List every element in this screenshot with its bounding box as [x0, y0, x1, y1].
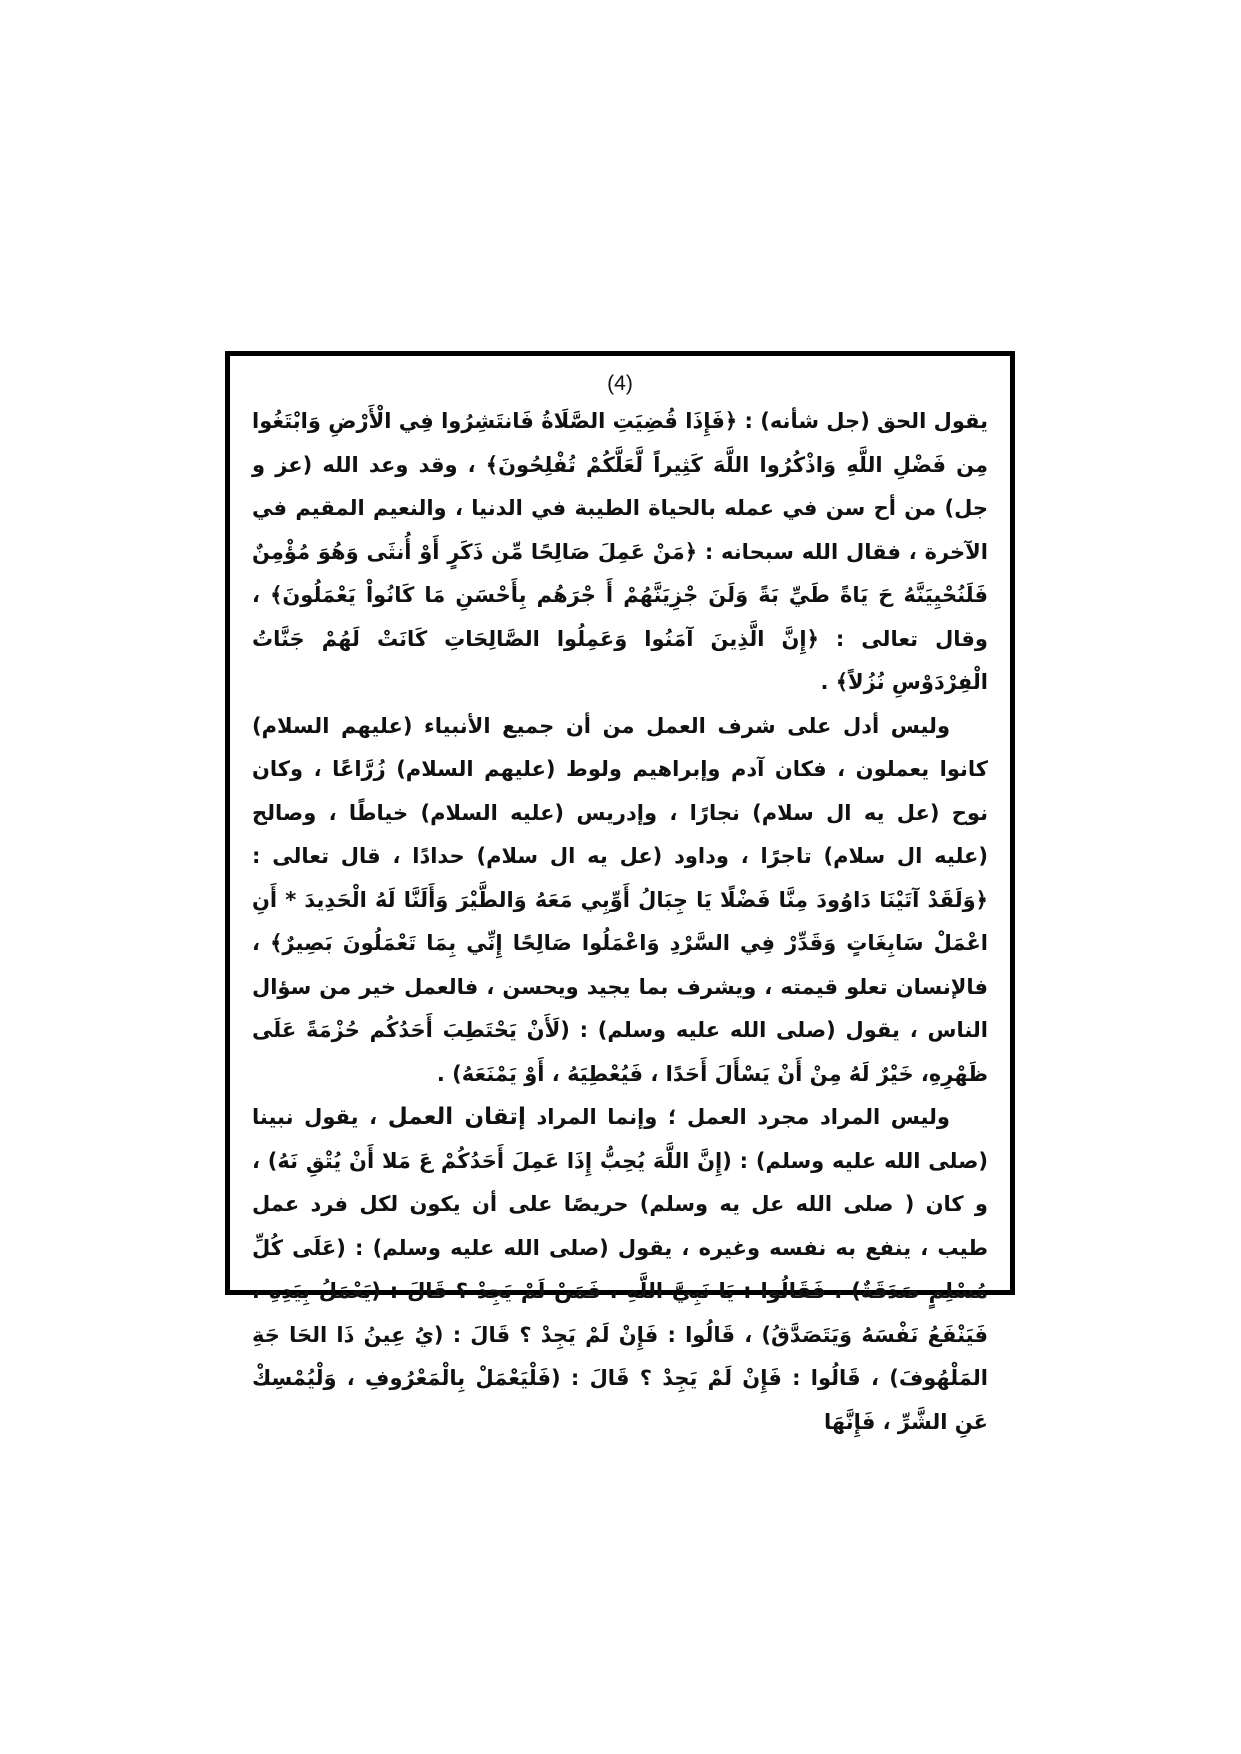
paragraph-3 [252, 1096, 988, 1444]
page-number: (4) [607, 372, 633, 395]
paragraph-2-text: وليس أدل على شرف العمل من أن جميع الأنبياء (عليهم السلام) كانوا يعملون ، فكان آدم وإبراهيم ولوط (عليهم السلام) زُرَّاعًا ، وكان نوح (عل يه ال سلام) نجارًا ، وإدريس (عليه السلام) خياطًا ، وصالح (عليه ال سلام) تاجرًا ، وداود (عل يه ال سلام) حدادًا ، قال تعالى : ﴿وَلَقَدْ آتَيْنَا دَاوُودَ مِنَّا فَضْلًا يَا جِبَالُ أَوِّبِي مَعَهُ وَالطَّيْرَ وَأَلَنَّا لَهُ الْحَدِيدَ * أَنِ اعْمَلْ سَابِغَاتٍ وَقَدِّرْ فِي السَّرْدِ وَاعْمَلُوا صَالِحًا إِنِّي بِمَا تَعْمَلُونَ بَصِيرٌ﴾ ، فالإنسان تعلو قيمته ، ويشرف بما يجيد ويحسن ، فالعمل خير من سؤال الناس ، يقول (صلى الله عليه وسلم) : (لَأَنْ يَحْتَطِبَ أَحَدُكُم حُزْمَةً عَلَى ظَهْرِهِ، خَيْرٌ لَهُ مِنْ أَنْ يَسْأَلَ أَحَدًا ، فَيُعْطِيَهُ ، أَوْ يَمْنَعَهُ) . [252, 713, 988, 1086]
paragraph-3-text-start: وليس المراد مجرد العمل ؛ وإنما المراد [525, 1105, 950, 1129]
emphasized-phrase: إتقان العمل [387, 1104, 526, 1130]
paragraph-1 [252, 400, 988, 705]
text-body [252, 400, 988, 1444]
paragraph-3-text-end: ، يقول نبينا (صلى الله عليه وسلم) : (إِنَّ اللَّهَ يُحِبُّ إِذَا عَمِلَ أَحَدُكُمْ عَ مَلا أَنْ يُتْقِ نَهُ) ، و كان ( صلى الله عل يه وسلم) حريصًا على أن يكون لكل فرد عمل طيب ، ينفع به نفسه وغيره ، يقول (صلى الله عليه وسلم) : (عَلَى كُلِّ مُسْلِمٍ صَدَقَةٌ) ، فَقَالُوا : يَا نَبِيَّ اللَّهِ ، فَمَنْ لَمْ يَجِدْ ؟ قَالَ : (يَعْمَلُ بِيَدِهِ ، فَيَنْفَعُ نَفْسَهُ وَيَتَصَدَّقُ) ، قَالُوا : فَإِنْ لَمْ يَجِدْ ؟ قَالَ : (يُ عِينُ ذَا الحَا جَةِ المَلْهُوفَ) ، قَالُوا : فَإِنْ لَمْ يَجِدْ ؟ قَالَ : (فَلْيَعْمَلْ بِالْمَعْرُوفِ ، وَلْيُمْسِكْ عَنِ الشَّرِّ ، فَإِنَّهَا [252, 1105, 988, 1434]
paragraph-1-text: يقول الحق (جل شأنه) : ﴿فَإِذَا قُضِيَتِ الصَّلَاةُ فَانتَشِرُوا فِي الْأَرْضِ وَابْتَغُوا مِن فَضْلِ اللَّهِ وَاذْكُرُوا اللَّهَ كَثِيراً لَّعَلَّكُمْ تُفْلِحُونَ﴾ ، وقد وعد الله (عز و جل) من أح سن في عمله بالحياة الطيبة في الدنيا ، والنعيم المقيم في الآخرة ، فقال الله سبحانه : ﴿مَنْ عَمِلَ صَالِحًا مِّن ذَكَرٍ أَوْ أُنثَى وَهُوَ مُؤْمِنٌ فَلَنُحْيِيَنَّهُ حَ يَاةً طَيِّ بَةً وَلَنَ جْزِيَنَّهُمْ أَ جْرَهُم بِأَحْسَنِ مَا كَانُواْ يَعْمَلُونَ﴾ ، وقال تعالى : ﴿إِنَّ الَّذِينَ آمَنُوا وَعَمِلُوا الصَّالِحَاتِ كَانَتْ لَهُمْ جَنَّاتُ الْفِرْدَوْسِ نُزُلاً﴾ . [252, 409, 988, 694]
page-frame [225, 351, 1015, 1434]
paragraph-2 [252, 705, 988, 1097]
